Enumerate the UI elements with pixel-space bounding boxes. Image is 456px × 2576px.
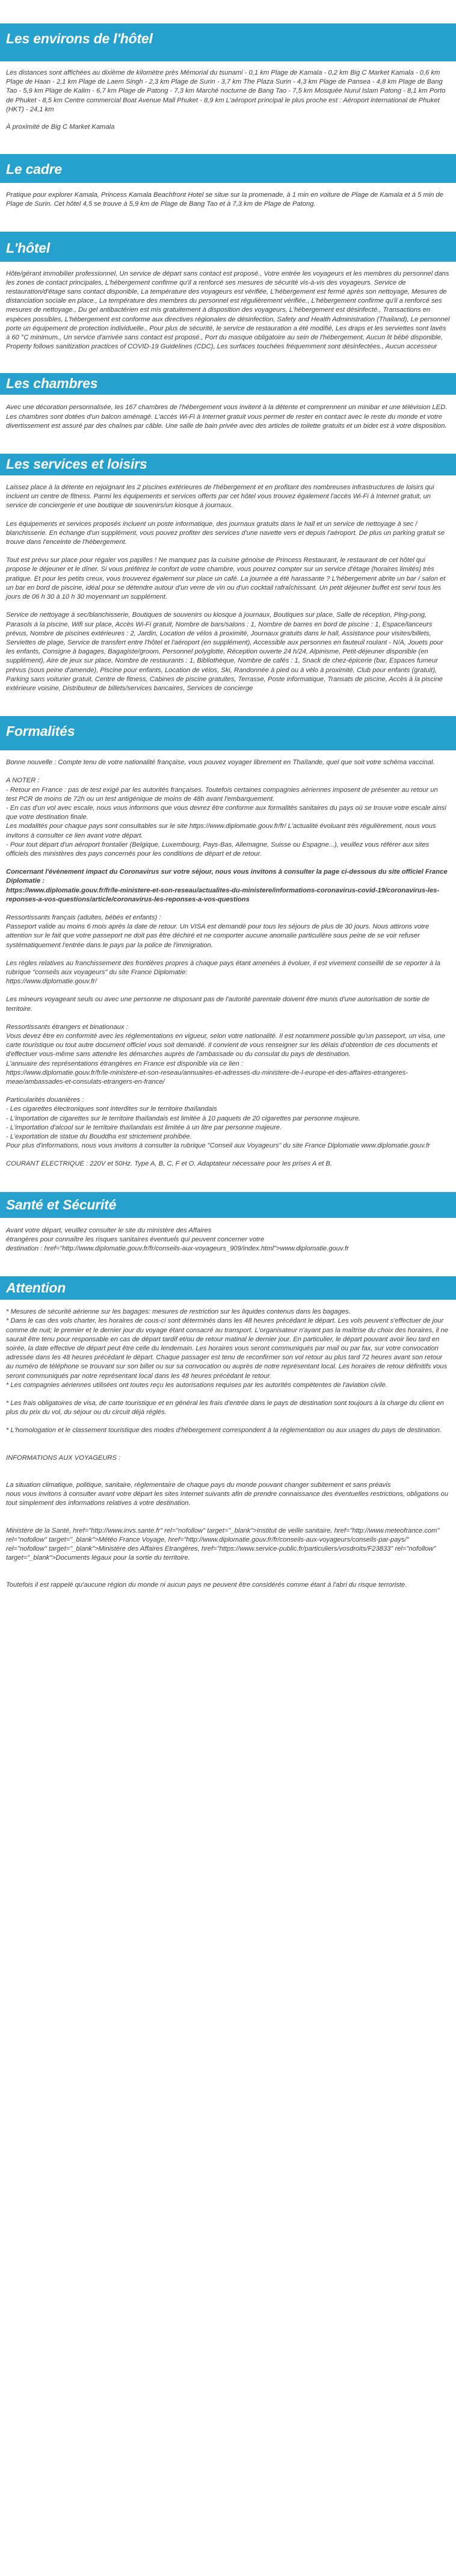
section-title: Santé et Sécurité — [6, 1196, 117, 1212]
paragraph: Avec une décoration personnalisée, les 167 chambres de l'hébergement vous invitent à la détente et comprennent un minibar et une télévision LED. Les chambres sont dotées d'un balcon aménagé. L'accès Wi-Fi à Internet gratuit vous permet de rester en contact avec le reste du monde et votre divertissement est assuré par des chaînes par câble. Une salle de bain privée avec des articles de toilette gratuits et un bidet est à votre disposition. — [6, 404, 449, 430]
paragraph: Ressortissants français (adultes, bébés et enfants) : Passeport valide au moins 6 mois après la date de retour. Un VISA est demandé pour tous les séjours de plus de 30 jours. Nous attirons votre attention sur le fait que votre passeport ne doit pas être déchiré et ne comporter aucune anomalie particulière sous peine de se voir refuser systématiquement l'entrée dans le pays par la police de l'immigration. — [6, 913, 430, 949]
paragraph: * L'homologation et le classement touristique des modes d'hébergement correspondent à la réglementation ou aux usages du pays de destination. — [6, 1427, 442, 1435]
paragraph: Avant votre départ, veuillez consulter le site du ministère des Affaires étrangères pour connaître les risques sanitaires éventuels qui peuvent concerner votre destination : href="http://www.diplomatie.gouv.fr/fr/conseils-aux-voyageurs_909/index.html">www.diplomatie.gouv.fr — [6, 1226, 349, 1253]
section-header-sante — [0, 1192, 456, 1218]
section-content-attention — [0, 1308, 456, 1590]
paragraph: Les mineurs voyageant seuls ou avec une personne ne disposant pas de l'autorité parentale doivent être munis d'une autorisation de sortie de territoire. — [6, 996, 432, 1013]
section-content-chambres — [0, 403, 456, 431]
paragraph: A NOTER : - Retour en France : pas de test exigé par les autorités françaises. Toutefois certaines compagnies aériennes imposent de présenter au retour un test PCR de moins de 72h ou un test antigénique de moins de 48h avant l'embarquement. - En cas d'un vol avec escale, nous vous informons que vous devrez être conforme aux formalités sanitaires du pays où se trouve votre escale ainsi que votre destination finale. Les modalités pour chaque pays sont consultables sur le site https://www.diplomatie.gouv.fr/fr/ L'actualité évoluant très régulièrement, nous vous invitons à consulter ce lien avant votre départ. - Pour tout départ d'un aéroport frontalier (Belgique, Luxembourg, Pays-Bas, Allemagne, Suisse ou Espagne...), veuillez vous référer aux sites officiels des ministères des pays concernés pour les conditions de départ et de retour. — [6, 777, 446, 857]
paragraph: Pratique pour explorer Kamala, Princess Kamala Beachfront Hotel se situe sur la promenade, à 1 min en voiture de Plage de Kamala et à 5 min de Plage de Surin. Cet hôtel 4,5 se trouve à 5,9 km de Plage de Bang Tao et à 7,3 km de Plage de Patong. — [6, 191, 446, 208]
section-header-services — [0, 454, 456, 475]
paragraph: Laissez place à la détente en rejoignant les 2 piscines extérieures de l'hébergement et en profitant des nombreuses infrastructures de loisirs qui incluent un centre de fitness. Parmi les équipements et services offerts par cet hôtel vous trouvez également l'accès Wi-Fi à Internet gratuit, un service de conciergerie et une boutique de souvenirs/un kiosque à journaux. — [6, 484, 436, 510]
section-content-formalites — [0, 758, 456, 1169]
section-header-hotel — [0, 232, 456, 262]
section-content-sante — [0, 1226, 456, 1254]
paragraph: Ressortissants étrangers et binationaux : Vous devez être en conformité avec les réglementations en vigueur, selon votre nationalité. Il est notamment possible qu'un passeport, un visa, une carte touristique ou tout autre document officiel vous soit demandé. Il convient de vous renseigner sur les délais d'obtention de ces documents et d'effectuer vous-même sans attendre les démarches auprès de l'ambassade ou du consulat du pays de destination. L'annuaire des représentations étrangères en France est disponible via ce lien : https://www.diplomatie.gouv.fr/fr/le-ministere-et-son-reseau/annuaires-et-adresses-du-ministere-de-l-europe-et-des-affaires-etrangeres-meae/ambassades-et-consulats-etrangers-en-france/ — [6, 1023, 445, 1086]
paragraph: Service de nettoyage à sec/blanchisserie, Boutiques de souvenirs ou kiosque à journaux, Boutiques sur place, Salle de réception, Ping-pong, Parasols à la piscine, Wifi sur place, Accès Wi-Fi gratuit, Nombre de bars/salons : 1, Nombre de barres en bord de piscine : 1, Espace/lanceurs prévus, Nombre de piscines extérieures : 2, Jardin, Location de vélos à proximité, Journaux gratuits dans le hall, Assistance pour visites/billets, Serviettes de plage, Service de transfert entre l'hôtel et l'aéroport (en supplément), Accessible aux personnes en fauteuil roulant - N/A, Jouets pour les enfants, Consigne à bagages, Bagagiste/groom, Personnel polyglotte, Réception ouverte 24 h/24, Alpinisme, Petit-déjeuner disponible (en supplément), Aire de jeux sur place, Nombre de restaurants : 1, Bibliothèque, Nombre de cafés : 1, Snack de chez-épicerie (bar, Espaces fumeur prévus (sous peine d'amende), Piscine pour enfants, Location de vélos, Ski, Randonnée à pied ou à vélo à proximité, Club pour enfants (gratuit), Parking sans voiturier gratuit, Centre de fitness, Cabines de piscine gratuites, Terrasse, Poste informatique, Transats de piscine, Accès à la piscine extérieure voisine, Distributeur de billets/services bancaires, Services de concierge — [6, 611, 445, 692]
page-bottom-spacer — [0, 1590, 456, 1602]
paragraph: La situation climatique, politique, sanitaire, réglementaire de chaque pays du monde pouvant changer subitement et sans préavis nous vous invitons à consulter avant votre départ les sites Internet suivants afin de prendre connaissance des éventuelles restrictions, obligations ou tout simplement des informations relatives à votre destination. — [6, 1481, 449, 1507]
section-header-chambres — [0, 373, 456, 395]
section-title: L'hôtel — [6, 239, 51, 256]
section-header-attention — [0, 1276, 456, 1300]
section-title: Les services et loisirs — [6, 456, 147, 472]
paragraph: * Les frais obligatoires de visa, de carte touristique et en général les frais d'entrée dans le pays de destination sont toujours à la charge du client en plus du prix du vol, du séjour ou du circuit déjà réglés. — [6, 1400, 446, 1416]
paragraph-bold: Concernant l'évènement impact du Coronavirus sur votre séjour, nous vous invitons à consulter la page ci-dessous du site officiel France Diplomatie : https://www.diplomatie.gouv.fr/fr/le-ministere-et-son-reseau/actualites-du-ministere/informations-coronavirus-covid-19/coronavirus-les-reponses-a-vos-questions/article/coronavirus-les-reponses-a-vos-questions — [6, 868, 448, 903]
section-title: Formalités — [6, 723, 75, 740]
paragraph: COURANT ELECTRIQUE : 220V et 50Hz. Type A, B, C, F et O. Adaptateur nécessaire pour les prises A et B. — [6, 1160, 332, 1168]
section-title: Attention — [6, 1280, 66, 1296]
paragraph: Bonne nouvelle : Compte tenu de votre nationalité française, vous pouvez voyager librement en Thaïlande, quel que soit votre schéma vaccinal. — [6, 759, 435, 767]
paragraph: * Mesures de sécurité aérienne sur les bagages: mesures de restriction sur les liquides contenus dans les bagages. * Dans le cas des vols charter, les horaires de cous-ci sont déterminés dans les 48 heures précédant le départ. Les vols peuvent s'effectuer de jour comme de nuit; le premier et le dernier jour du voyage étant consacré au transport. L'organisateur n'ayant pas la maîtrise du choix des horaires, il ne saurait être tenu pour responsable en cas de départ tardif et/ou de retour matinal le dernier jour. En particulier, le départ pouvant avoir lieu tard en soirée, la date effective de départ peut être celle du lendemain. Les horaires vous seront communiqués par mail ou par fax, sur votre convocation adressée dans les 48 heures précédant le départ. Chaque passager est tenu de reconfirmer son vol retour au plus tard 72 heures avant son retour au numéro de téléphone se trouvant sur son billet ou sur sa convocation ou auprès de notre représentant local. Les horaires de retour définitifs vous seront communiqués par notre représentant local dans les 48 heures précédant le retour. * Les compagnies aériennes utilisées ont toutes reçu les autorisations requises par les autorités compétentes de l'aviation civile. — [6, 1308, 448, 1389]
section-title: Les environs de l'hôtel — [6, 31, 153, 46]
paragraph: Hôte/gérant immobilier professionnel, Un service de départ sans contact est proposé., Votre entrée les voyageurs et les membres du personnel dans les zones de contact principales, L'hébergement confirme qu'il a renforcé ses mesures de sécurité vis-à-vis des voyageurs. Service de restauration/d'étage sans contact disponible, La température des voyageurs est vérifiée, L'hébergement est fermé après son nettoyage, Mesures de distanciation sociale en place., La température des membres du personnel est régulièrement vérifiée., L'hébergement confirme qu'il a renforcé ses mesures de nettoyage., Du gel antibactérien est mis gratuitement à disposition des voyageurs, L'hébergement est désinfecté., Transactions en espèces possibles, L'hébergement est conforme aux directives régionales de désinfection, Safety and Health Administration (Thailand), Le personnel porte un équipement de protection individuelle., Pour plus de sécurité, le service de restauration a été modifié, Les draps et les serviettes sont lavés à 60 °C minimum., Un service d'arrivée sans contact est proposé., Port du masque obligatoire au sein de l'hébergement, Aucun lit bébé disponible, Property follows sanitization practices of COVID-19 Guidelines (CDC), Les surfaces touchées fréquemment sont désinfectées., Aucun accesseur — [6, 270, 452, 351]
section-content-services — [0, 483, 456, 693]
paragraph: INFORMATIONS AUX VOYAGEURS : — [6, 1454, 121, 1462]
section-title: Le cadre — [6, 161, 63, 178]
paragraph: Les règles relatives au franchissement des frontières propres à chaque pays étant amenées à évoluer, il est vivement conseillé de se reporter à la rubrique "conseils aux voyageurs" du site France Diplomatie: https://www.diplomatie.gouv.fr/ — [6, 959, 440, 986]
section-header-cadre — [0, 154, 456, 183]
section-content-hotel — [0, 270, 456, 352]
paragraph: Ministère de la Santé, href="http://www.invs.sante.fr" rel="nofollow" target="_blank">Institut de veille sanitaire, href="http://www.meteofrance.com" rel="nofollow" target="_blank">Météo France Voyage, href="http://www.diplomatie.gouv.fr/fr/conseils-aux-voyageurs/conseils-par-pays/" rel="nofollow" target="_blank">Ministère des Affaires Etrangères, href="https://www.service-public.fr/particuliers/vosdroits/F23833" rel="nofollow" target="_blank">Documents légaux pour la sortie du territoire. — [6, 1527, 442, 1562]
paragraph: Particularités douanières : - Les cigarettes électroniques sont interdites sur le territoire thaïlandais - L'importation de cigarettes sur le territoire thaïlandais est limitée à 10 paquets de 20 cigarettes par personne majeure. - L'importation d'alcool sur le territoire thaïlandais est limitée à un litre par personne majeure. - L'exportation de statue du Bouddha est strictement prohibée. Pour plus d'informations, nous vous invitons à consulter la rubrique "Conseil aux Voyageurs" du site France Diplomatie www.diplomatie.gouv.fr — [6, 1096, 430, 1150]
section-header-environs — [0, 23, 456, 61]
section-content-cadre — [0, 191, 456, 209]
paragraph: Les équipements et services proposés incluent un poste informatique, des journaux gratuits dans le hall et un service de nettoyage à sec / blanchisserie. En échange d'un supplément, vous pouvez profiter des services d'une navette vers et depuis l'aéroport. De plus un parking gratuit se trouve dans l'enceinte de l'hébergement. — [6, 520, 447, 546]
paragraph: À proximité de Big C Market Kamala — [6, 123, 115, 131]
section-title: Les chambres — [6, 375, 98, 392]
paragraph: Tout est prévu sur place pour régaler vos papilles ! Ne manquez pas la cuisine génoise de Princess Restaurant, le restaurant de cet hôtel qui propose le déjeuner et le dîner. Si vous préférez le confort de votre chambre, vous pourrez compter sur un service d'étage (horaires limités) très pratique. Et pour les petits creux, vous trouverez également sur place un café. La journée a été harassante ? L'hébergement abrite un bar / salon et un bar en bord de piscine, idéal pour se détendre autour d'un verre de vin ou d'un cocktail rafraîchissant. Un petit déjeuner buffet est servi tous les jours de 06 h 30 à 10 h 30 moyennant un supplément. — [6, 557, 448, 601]
section-content-environs — [0, 69, 456, 132]
section-header-formalites — [0, 716, 456, 750]
paragraph: Toutefois il est rappelé qu'aucune région du monde ni aucun pays ne peuvent être considérés comme étant à l'abri du risque terroriste. — [6, 1581, 407, 1589]
paragraph: Les distances sont affichées au dixième de kilomètre près Mémorial du tsunami - 0,1 km Plage de Kamala - 0,2 km Big C Market Kamala - 0,6 km Plage de Haan - 2,1 km Plage de Laem Singh - 2,3 km Plage de Surin - 3,7 km The Plaza Surin - 4,3 km Plage de Pansea - 4,8 km Plage de Bang Tao - 5,9 km Plage de Kalim - 6,7 km Plage de Patong - 7,3 km Marché nocturne de Bang Tao - 7,5 km Mosquée Nurul Islam Patong - 8,1 km Porto de Phuket - 8,5 km Centre commercial Boat Avenue Mall Phuket - 8,9 km L'aéroport principal le plus proche est : Aéroport international de Phuket (HKT) - 24,1 km — [6, 69, 448, 113]
